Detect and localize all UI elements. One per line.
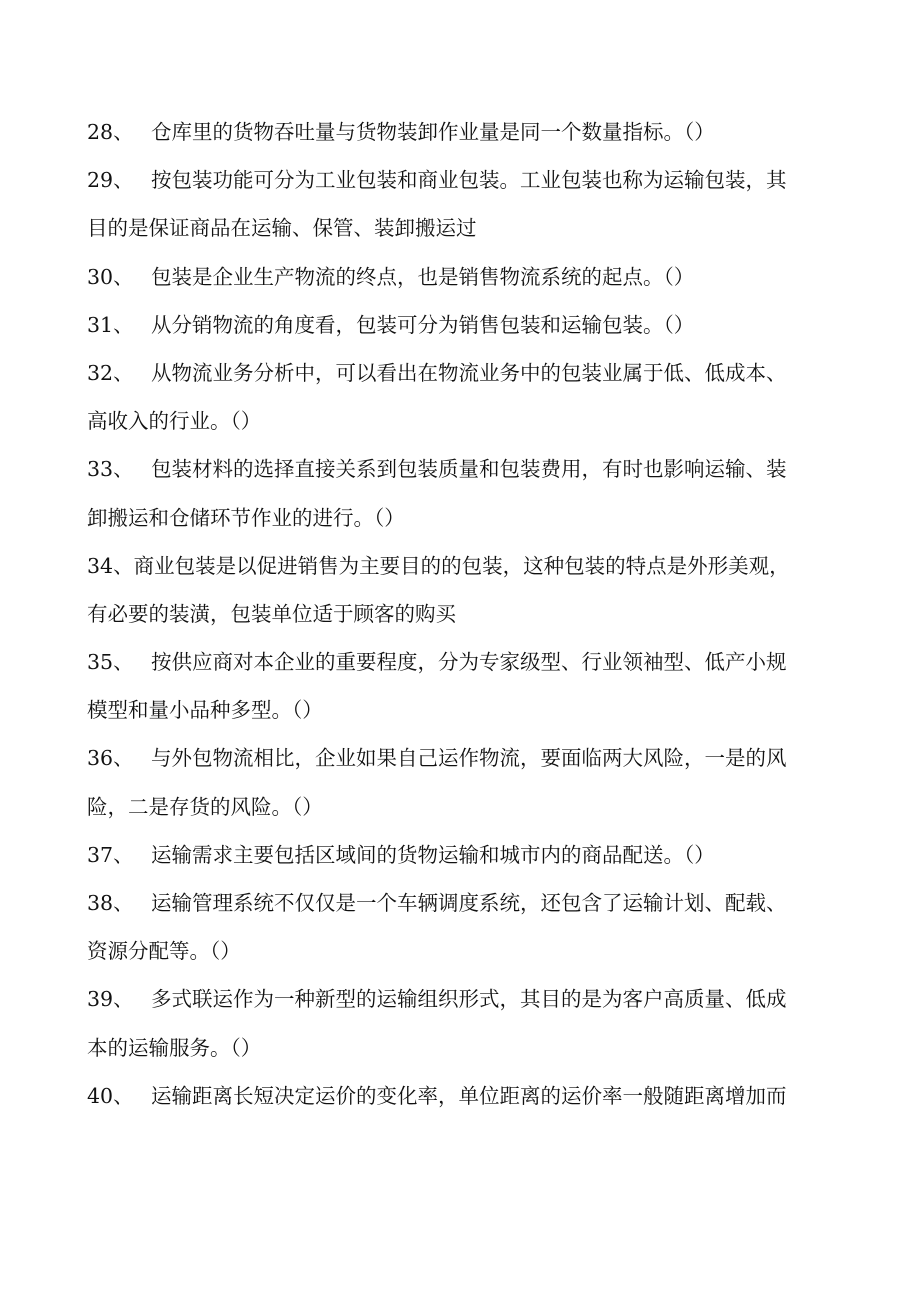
question-30: [87, 258, 825, 306]
question-number: 33、: [87, 457, 134, 482]
question-31: [87, 306, 825, 354]
question-32-cont: [87, 402, 825, 450]
question-36: [87, 739, 825, 787]
question-text: 从物流业务分析中，可以看出在物流业务中的包装业属于低、低成本、: [151, 360, 787, 385]
question-39-cont: [87, 1029, 825, 1077]
question-text: 高收入的行业。（）: [87, 409, 262, 434]
question-text: 与外包物流相比，企业如果自己运作物流，要面临两大风险，一是的风: [151, 746, 787, 771]
question-number: 38、: [87, 891, 134, 915]
question-39: [87, 980, 825, 1028]
question-text: 多式联运作为一种新型的运输组织形式，其目的是为客户高质量、低成: [151, 987, 787, 1012]
question-38: [87, 884, 825, 932]
question-text: 模型和量小品种多型。（）: [87, 698, 323, 723]
question-text: 有必要的装潢，包装单位适于顾客的购买: [87, 601, 456, 626]
question-list: [87, 113, 825, 1125]
question-text: 运输管理系统不仅仅是一个车辆调度系统，还包含了运输计划、配载、: [151, 891, 787, 915]
question-40: [87, 1077, 825, 1125]
question-text: 包装是企业生产物流的终点，也是销售物流系统的起点。（）: [151, 264, 695, 289]
question-34-cont: [87, 595, 825, 643]
question-text: 资源分配等。（）: [87, 939, 241, 964]
question-29-cont: [87, 209, 825, 257]
question-29: [87, 161, 825, 209]
question-text: 本的运输服务。（）: [87, 1035, 262, 1060]
question-number: 36、: [87, 746, 134, 771]
question-28: [87, 113, 825, 161]
question-text: 卸搬运和仓储环节作业的进行。（）: [87, 505, 405, 530]
question-number: 30、: [87, 264, 134, 289]
question-33-cont: [87, 499, 825, 547]
question-number: 34、: [87, 553, 134, 578]
question-text: 包装材料的选择直接关系到包装质量和包装费用，有时也影响运输、装: [151, 457, 787, 482]
question-number: 39、: [87, 987, 134, 1012]
question-number: 40、: [87, 1083, 134, 1108]
question-number: 32、: [87, 360, 134, 385]
question-36-cont: [87, 788, 825, 836]
question-text: 商业包装是以促进销售为主要目的的包装，这种包装的特点是外形美观，: [133, 553, 790, 578]
question-text: 目的是保证商品在运输、保管、装卸搬运过: [87, 216, 477, 241]
question-text: 险，二是存货的风险。（）: [87, 794, 323, 819]
question-number: 37、: [87, 842, 134, 867]
question-35: [87, 643, 825, 691]
question-number: 29、: [87, 168, 134, 193]
question-text: 按供应商对本企业的重要程度，分为专家级型、行业领袖型、低产小规: [151, 650, 787, 675]
question-number: 28、: [87, 120, 134, 144]
question-text: 从分销物流的角度看，包装可分为销售包装和运输包装。（）: [151, 312, 695, 337]
question-34: [87, 547, 825, 595]
question-38-cont: [87, 932, 825, 980]
question-text: 运输需求主要包括区域间的货物运输和城市内的商品配送。（）: [151, 842, 715, 867]
question-32: [87, 354, 825, 402]
question-text: 仓库里的货物吞吐量与货物装卸作业量是同一个数量指标。（）: [151, 120, 715, 144]
question-number: 35、: [87, 650, 134, 675]
question-text: 运输距离长短决定运价的变化率，单位距离的运价率一般随距离增加而: [151, 1083, 787, 1108]
question-number: 31、: [87, 312, 134, 337]
question-text: 按包装功能可分为工业包装和商业包装。工业包装也称为运输包装，其: [151, 168, 787, 193]
question-35-cont: [87, 691, 825, 739]
question-37: [87, 836, 825, 884]
question-33: [87, 450, 825, 498]
